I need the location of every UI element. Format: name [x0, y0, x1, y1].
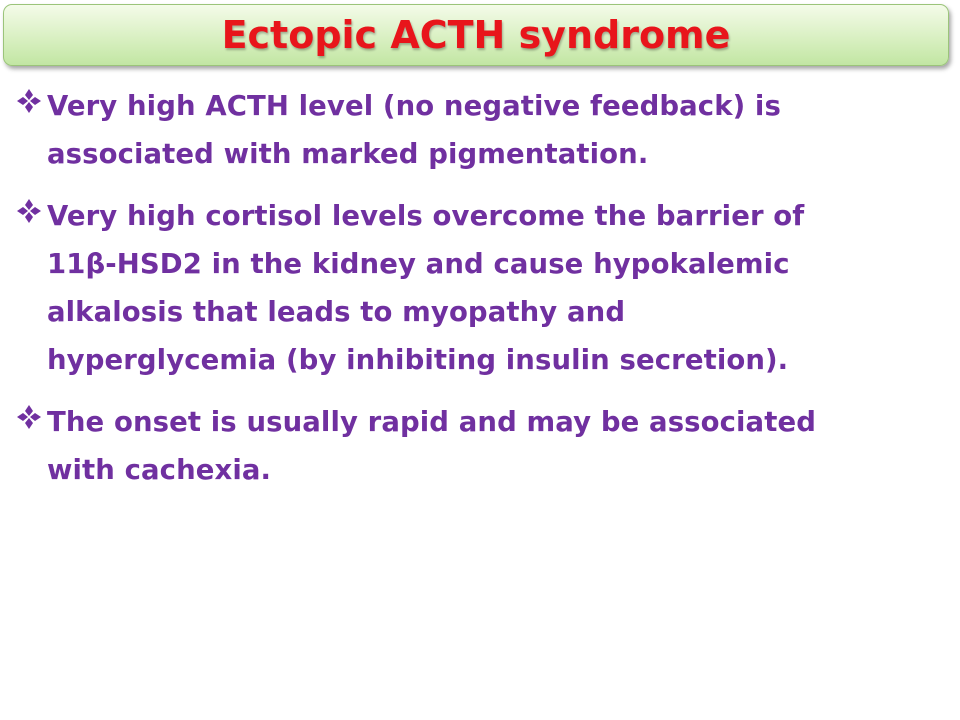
- bullet-line: Very high ACTH level (no negative feedback) is: [47, 90, 781, 122]
- bullet-text: [47, 82, 944, 178]
- four-diamond-bullet-icon: [16, 198, 42, 224]
- bullet-text: [47, 192, 944, 384]
- bullet-line: hyperglycemia (by inhibiting insulin secretion).: [47, 344, 789, 376]
- bullet-line: associated with marked pigmentation.: [47, 138, 649, 170]
- bullet-line: Very high cortisol levels overcome the barrier of: [47, 200, 805, 232]
- bullet-list: [14, 82, 944, 508]
- bullet-line: alkalosis that leads to myopathy and: [47, 296, 626, 328]
- bullet-line: 11β-HSD2 in the kidney and cause hypokalemic: [47, 248, 790, 280]
- four-diamond-bullet-icon: [16, 88, 42, 114]
- bullet-line: The onset is usually rapid and may be associated: [47, 406, 816, 438]
- bullet-text: [47, 398, 944, 494]
- bullet-line: with cachexia.: [47, 454, 272, 486]
- bullet-item: [14, 398, 944, 494]
- bullet-item: [14, 82, 944, 178]
- four-diamond-bullet-icon: [16, 404, 42, 430]
- title-banner: [3, 4, 949, 66]
- slide-title: Ectopic ACTH syndrome: [221, 13, 731, 57]
- bullet-item: [14, 192, 944, 384]
